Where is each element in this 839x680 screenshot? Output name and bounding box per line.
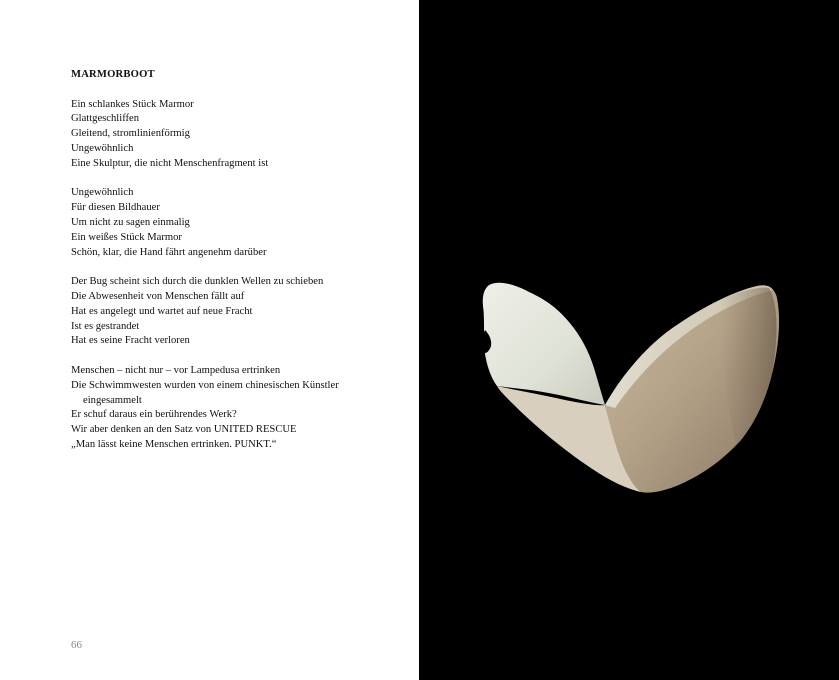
poem-line: „Man lässt keine Menschen ertrinken. PUNKT.“ <box>71 438 277 450</box>
stanza-4 <box>71 364 411 453</box>
poem-line: Glattgeschliffen <box>71 113 140 125</box>
stanza-3 <box>71 275 411 349</box>
poem-title: MARMORBOOT <box>71 69 155 80</box>
stanza-1 <box>71 98 411 172</box>
poem-line: Ungewöhnlich <box>71 142 134 154</box>
poem-line: Ein schlankes Stück Marmor <box>71 98 194 110</box>
page-number: 66 <box>71 639 82 651</box>
poem-line: Menschen – nicht nur – vor Lampedusa ertrinken <box>71 364 281 376</box>
poem-line: Schön, klar, die Hand fährt angenehm darüber <box>71 246 267 258</box>
poem-line: Hat es angelegt und wartet auf neue Fracht <box>71 305 253 317</box>
poem-line: Die Schwimmwesten wurden von einem chinesischen Künstler <box>71 379 339 391</box>
poem-line: Die Abwesenheit von Menschen fällt auf <box>71 290 245 302</box>
poem-line: Der Bug scheint sich durch die dunklen Wellen zu schieben <box>71 276 324 288</box>
photo-page <box>419 0 839 680</box>
poem-line: Wir aber denken an den Satz von UNITED RESCUE <box>71 424 297 436</box>
left-page <box>0 0 419 680</box>
poem-line: Ein weißes Stück Marmor <box>71 231 182 243</box>
poem-line: Gleitend, stromlinienförmig <box>71 128 190 140</box>
poem-line-continuation: eingesammelt <box>83 394 142 406</box>
poem-line: Ungewöhnlich <box>71 187 134 199</box>
sculpture-inner-face <box>483 283 605 405</box>
stanza-2 <box>71 186 411 260</box>
poem-line: Für diesen Bildhauer <box>71 202 160 214</box>
poem-line: Er schuf daraus ein berührendes Werk? <box>71 409 237 421</box>
marble-boat-sculpture-photo <box>419 0 839 680</box>
poem-line: Um nicht zu sagen einmalig <box>71 216 190 228</box>
poem-line: Hat es seine Fracht verloren <box>71 335 190 347</box>
poem-line: Ist es gestrandet <box>71 320 140 332</box>
poem-line: Eine Skulptur, die nicht Menschenfragment ist <box>71 157 269 169</box>
poem <box>71 68 411 468</box>
